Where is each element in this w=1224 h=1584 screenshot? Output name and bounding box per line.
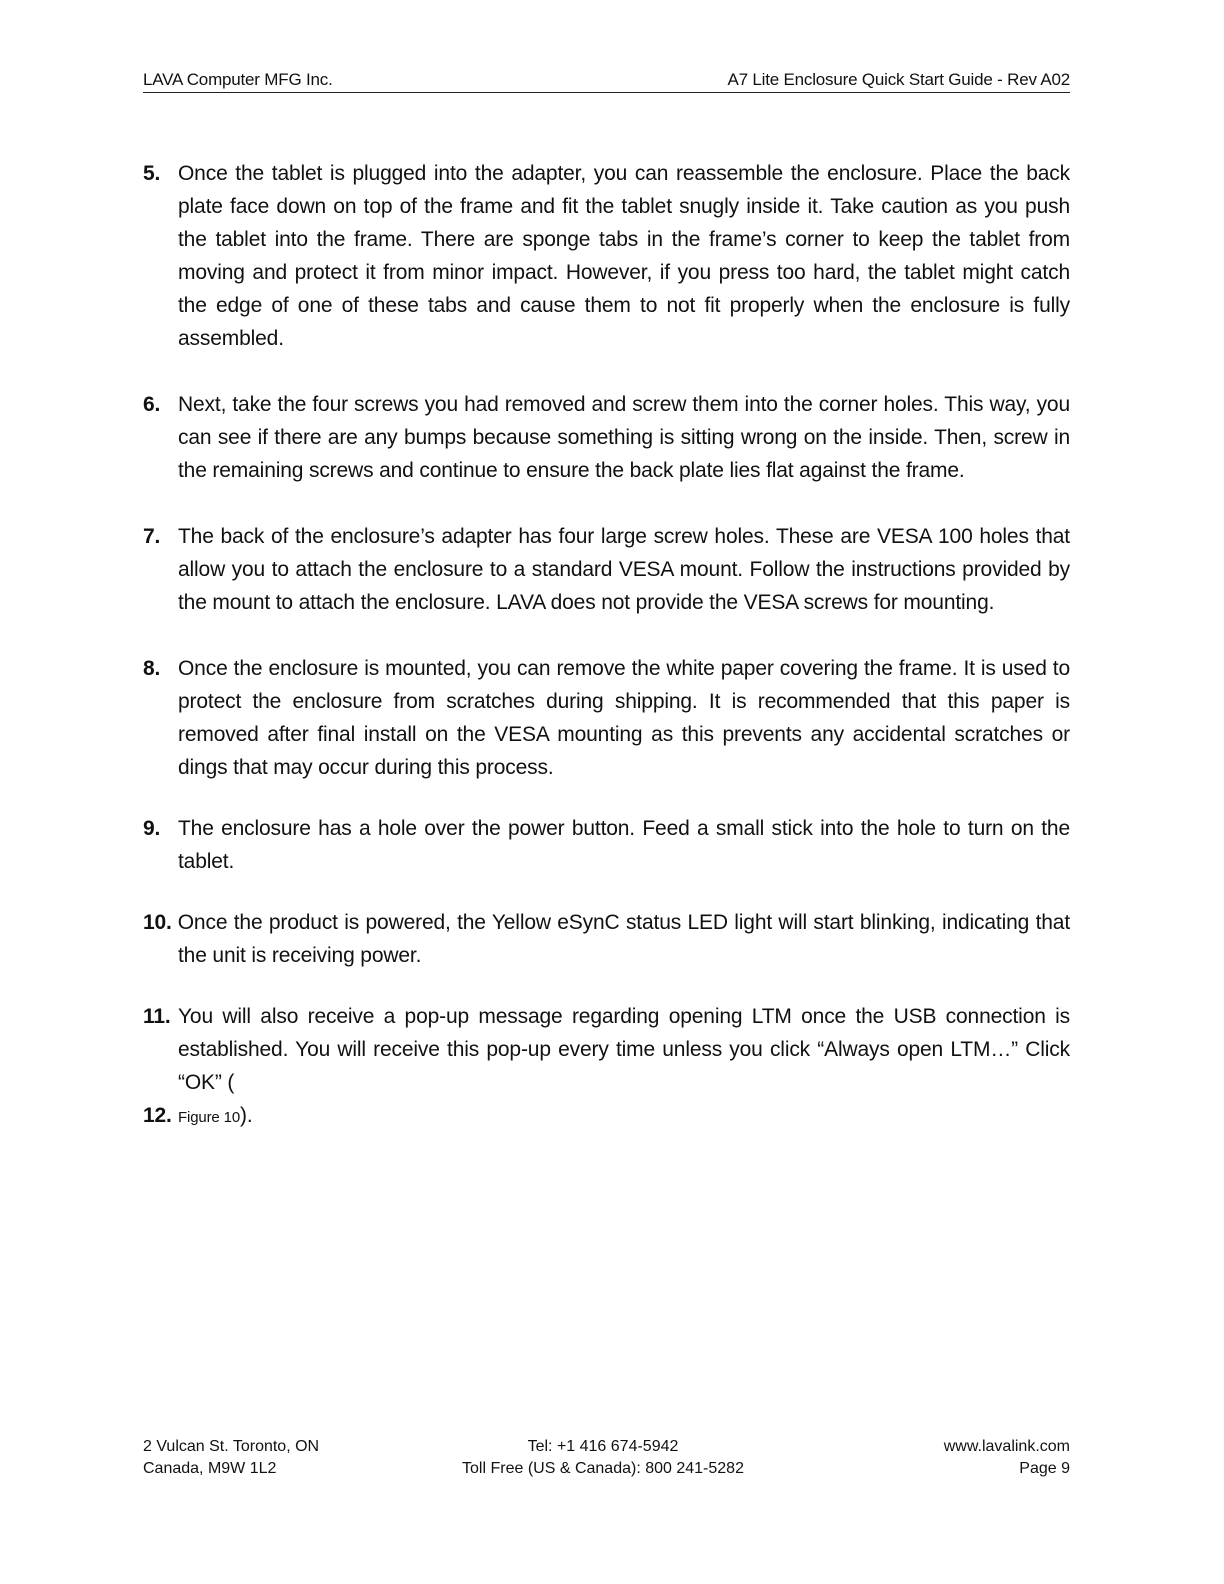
step-10 <box>143 906 1070 972</box>
figure-reference[interactable]: Figure 10 <box>178 1109 241 1126</box>
page-header <box>143 70 1070 93</box>
step-11 <box>143 1000 1070 1099</box>
page-number: Page 9 <box>1019 1460 1070 1477</box>
step-9 <box>143 812 1070 878</box>
step-text: You will also receive a pop-up message regarding opening LTM once the USB connection is established. You will receive this pop-up every time unless you click “Always open LTM…” Click “OK” ( <box>178 1005 1070 1094</box>
footer-web <box>944 1436 1070 1480</box>
step-number: 12. <box>143 1104 172 1127</box>
page-footer <box>143 1436 1070 1482</box>
website-link[interactable]: www.lavalink.com <box>943 1438 1070 1455</box>
step-12 <box>143 1099 1070 1134</box>
step-6 <box>143 388 1070 487</box>
step-text: Once the product is powered, the Yellow eSynC status LED light will start blinking, indicating that the unit is receiving power. <box>177 911 1070 967</box>
step-number: 11. <box>143 1005 171 1028</box>
toll-free: Toll Free (US & Canada): 800 241-5282 <box>462 1460 744 1477</box>
instruction-list <box>143 157 1070 1134</box>
step-number: 5. <box>143 162 161 185</box>
step-number: 10. <box>143 911 172 934</box>
step-text-tail: ). <box>240 1104 253 1127</box>
step-5 <box>143 157 1070 355</box>
step-number: 9. <box>143 817 161 840</box>
document-title: A7 Lite Enclosure Quick Start Guide - Rev A02 <box>727 70 1070 89</box>
step-number: 7. <box>143 525 161 548</box>
address-line-2: Canada, M9W 1L2 <box>143 1460 277 1477</box>
company-name: LAVA Computer MFG Inc. <box>143 70 333 89</box>
step-8 <box>143 652 1070 784</box>
telephone: Tel: +1 416 674-5942 <box>527 1438 679 1455</box>
step-number: 8. <box>143 657 161 680</box>
step-number: 6. <box>143 393 161 416</box>
step-text: Once the enclosure is mounted, you can remove the white paper covering the frame. It is used to protect the enclosure from scratches during shipping. It is recommended that this paper is removed after final install on the VESA mounting as this prevents any accidental scratches or dings that may occur during this process. <box>178 657 1070 779</box>
step-text: Once the tablet is plugged into the adapter, you can reassemble the enclosure. Place the back plate face down on top of the frame and fit the tablet snugly inside it. Take caution as you push the tablet into the frame. There are sponge tabs in the frame’s corner to keep the tablet from moving and protect it from minor impact. However, if you press too hard, the tablet might catch the edge of one of these tabs and cause them to not fit properly when the enclosure is fully assembled. <box>178 162 1070 350</box>
step-text: The enclosure has a hole over the power button. Feed a small stick into the hole to turn on the tablet. <box>178 817 1070 873</box>
step-7 <box>143 520 1070 619</box>
footer-contact <box>143 1436 1063 1480</box>
step-text: Next, take the four screws you had removed and screw them into the corner holes. This way, you can see if there are any bumps because something is sitting wrong on the inside. Then, screw in the remaining screws and continue to ensure the back plate lies flat against the frame. <box>178 393 1070 482</box>
step-text: The back of the enclosure’s adapter has four large screw holes. These are VESA 100 holes that allow you to attach the enclosure to a standard VESA mount. Follow the instructions provided by the mount to attach the enclosure. LAVA does not provide the VESA screws for mounting. <box>178 525 1070 614</box>
address-line-1: 2 Vulcan St. Toronto, ON <box>143 1438 320 1455</box>
